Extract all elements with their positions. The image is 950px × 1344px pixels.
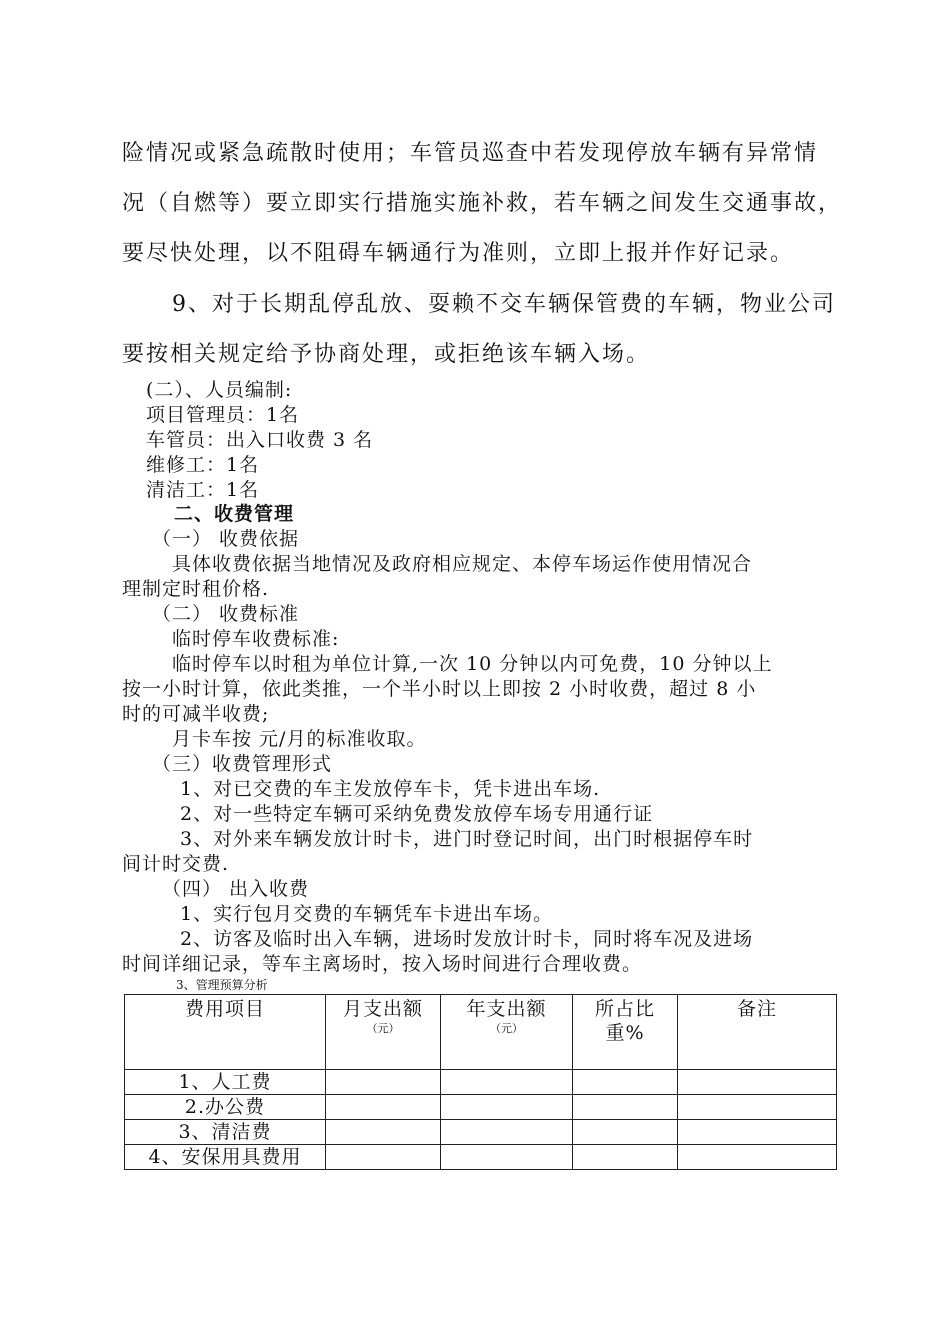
paragraph-line: 要按相关规定给予协商处理，或拒绝该车辆入场。	[122, 342, 651, 367]
paragraph-line: 理制定时租价格.	[122, 578, 270, 600]
staffing-item: 项目管理员：1名	[146, 404, 300, 426]
list-item: 2、对一些特定车辆可采纳免费发放停车场专用通行证	[180, 803, 654, 825]
cell	[441, 1120, 573, 1145]
paragraph-line: 险情况或紧急疏散时使用；车管员巡查中若发现停放车辆有异常情	[122, 141, 819, 166]
row-label: 1、人工费	[125, 1070, 326, 1095]
cell	[326, 1070, 441, 1095]
cell	[573, 1120, 678, 1145]
cell	[678, 1120, 837, 1145]
paragraph-line: 要尽快处理，以不阻碍车辆通行为准则，立即上报并作好记录。	[122, 241, 795, 266]
list-item: 1、对已交费的车主发放停车卡，凭卡进出车场.	[180, 778, 601, 800]
paragraph-line: 临时停车收费标准:	[172, 628, 340, 650]
table-row	[125, 1120, 837, 1145]
cell	[326, 1145, 441, 1170]
paragraph-line: 临时停车以时租为单位计算,一次 10 分钟以内可免费，10 分钟以上	[172, 653, 773, 675]
list-item: 间计时交费.	[122, 853, 230, 875]
header-yearly: 年支出额 （元）	[441, 995, 573, 1070]
subsection-title: （四） 出入收费	[162, 878, 310, 900]
paragraph-line: 9、对于长期乱停乱放、耍赖不交车辆保管费的车辆，物业公司	[172, 292, 836, 317]
row-label: 3、清洁费	[125, 1120, 326, 1145]
cell	[678, 1145, 837, 1170]
staffing-item: 维修工：1名	[146, 454, 260, 476]
cell	[441, 1070, 573, 1095]
cell	[678, 1070, 837, 1095]
cell	[326, 1095, 441, 1120]
paragraph-line: 时的可减半收费;	[122, 703, 270, 725]
list-item: 时间详细记录，等车主离场时，按入场时间进行合理收费。	[122, 953, 643, 975]
paragraph-line: 况（自燃等）要立即实行措施实施补救，若车辆之间发生交通事故，	[122, 191, 843, 216]
header-monthly: 月支出额 （元）	[326, 995, 441, 1070]
budget-table	[124, 994, 837, 1170]
section-title: 二、收费管理	[174, 503, 295, 525]
subsection-title: （一） 收费依据	[152, 528, 300, 550]
header-unit: （元）	[366, 1022, 400, 1035]
list-item: 3、对外来车辆发放计时卡，进门时登记时间，出门时根据停车时	[180, 828, 754, 850]
table-caption: 3、管理预算分析	[176, 978, 268, 992]
cell	[573, 1095, 678, 1120]
table-row	[125, 1145, 837, 1170]
table-row	[125, 1070, 837, 1095]
header-item: 费用项目	[125, 995, 326, 1070]
cell	[326, 1120, 441, 1145]
subsection-title: （二） 收费标准	[152, 603, 300, 625]
subsection-title: （三）收费管理形式	[152, 753, 333, 775]
cell	[573, 1145, 678, 1170]
list-item: 1、实行包月交费的车辆凭车卡进出车场。	[180, 903, 554, 925]
cell	[573, 1070, 678, 1095]
paragraph-line: 月卡车按 元/月的标准收取。	[172, 728, 427, 750]
header-unit: （元）	[490, 1022, 523, 1035]
paragraph-line: 具体收费依据当地情况及政府相应规定、本停车场运作使用情况合	[172, 553, 753, 575]
staffing-heading: (二）、人员编制:	[146, 379, 293, 401]
row-label: 2.办公费	[125, 1095, 326, 1120]
cell	[441, 1095, 573, 1120]
row-label: 4、安保用具费用	[125, 1145, 326, 1170]
header-note: 备注	[678, 995, 837, 1070]
paragraph-line: 按一小时计算，依此类推，一个半小时以上即按 2 小时收费，超过 8 小	[122, 678, 757, 700]
staffing-item: 清洁工：1名	[146, 479, 260, 501]
staffing-item: 车管员：出入口收费 3 名	[146, 429, 374, 451]
list-item: 2、访客及临时出入车辆，进场时发放计时卡，同时将车况及进场	[180, 928, 754, 950]
header-ratio: 所占比 重%	[573, 995, 678, 1070]
table-header-row	[125, 995, 837, 1070]
table-row	[125, 1095, 837, 1120]
cell	[678, 1095, 837, 1120]
cell	[441, 1145, 573, 1170]
